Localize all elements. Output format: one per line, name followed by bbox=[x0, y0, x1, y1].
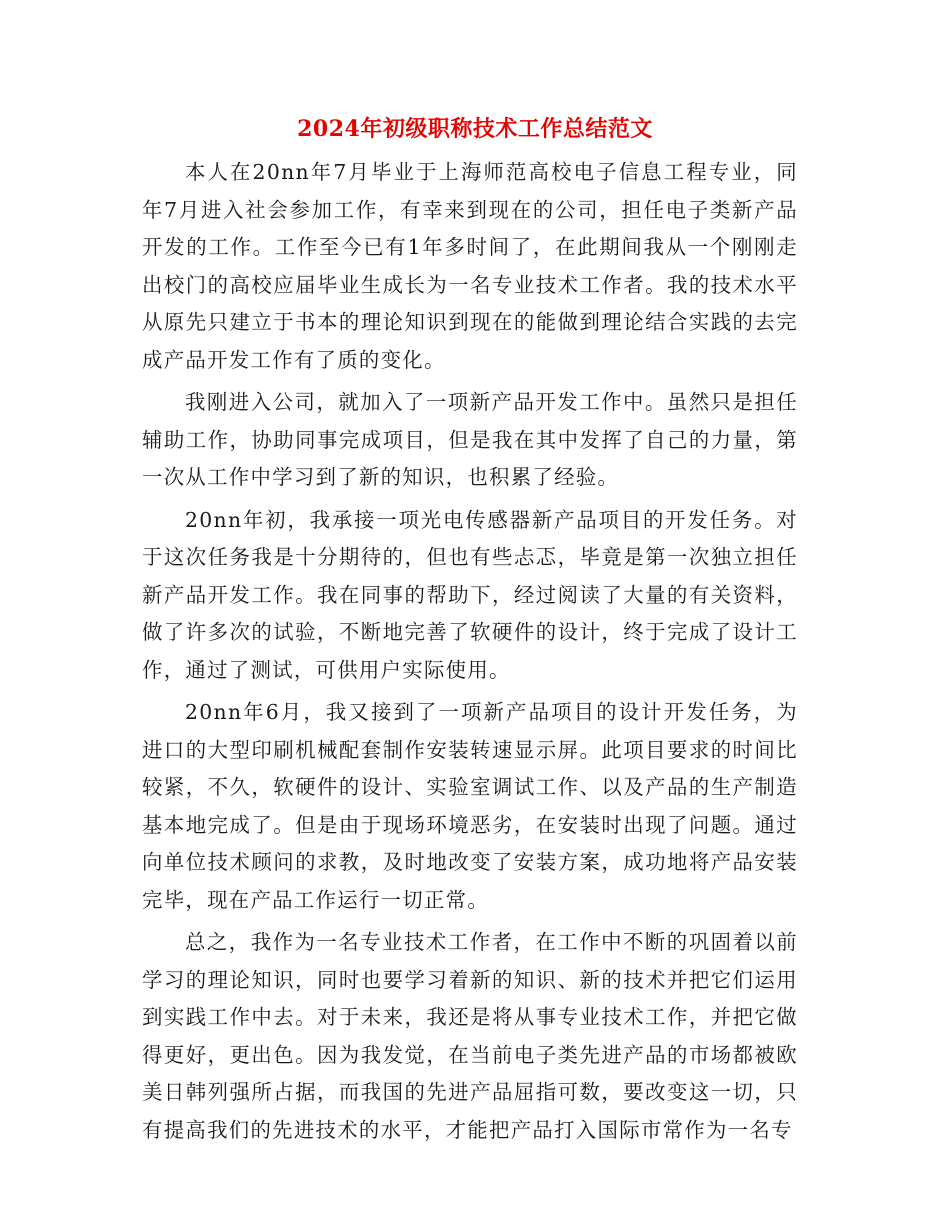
document-body bbox=[142, 154, 798, 1154]
paragraph-4: 20nn年6月，我又接到了一项新产品项目的设计开发任务，为进口的大型印刷机械配套制作安装转速显示屏。此项目要求的时间比较紧，不久，软硬件的设计、实验室调试工作、以及产品的生产制造基本地完成了。但是由于现场环境恶劣，在安装时出现了问题。通过向单位技术顾问的求教，及时地改变了安装方案，成功地将产品安装完毕，现在产品工作运行一切正常。 bbox=[142, 700, 798, 912]
paragraph-5: 总之，我作为一名专业技术工作者，在工作中不断的巩固着以前学习的理论知识，同时也要学习着新的知识、新的技术并把它们运用到实践工作中去。对于未来，我还是将从事专业技术工作，并把它做得更好，更出色。因为我发觉，在当前电子类先进产品的市场都被欧美日韩列强所占据，而我国的先进产品屈指可数，要改变这一切，只有提高我们的先进技术的水平，才能把产品打入国际市常作为一名专 bbox=[142, 930, 798, 1142]
paragraph-3: 20nn年初，我承接一项光电传感器新产品项目的开发任务。对于这次任务我是十分期待的，但也有些忐忑，毕竟是第一次独立担任新产品开发工作。我在同事的帮助下，经过阅读了大量的有关资料，做了许多次的试验，不断地完善了软硬件的设计，终于完成了设计工作，通过了测试，可供用户实际使用。 bbox=[142, 507, 798, 682]
paragraph-2: 我刚进入公司，就加入了一项新产品开发工作中。虽然只是担任辅助工作，协助同事完成项目，但是我在其中发挥了自己的力量，第一次从工作中学习到了新的知识，也积累了经验。 bbox=[142, 390, 798, 489]
paragraph-1: 本人在20nn年7月毕业于上海师范高校电子信息工程专业，同年7月进入社会参加工作，有幸来到现在的公司，担任电子类新产品开发的工作。工作至今已有1年多时间了，在此期间我从一个刚刚走出校门的高校应届毕业生成长为一名专业技术工作者。我的技术水平从原先只建立于书本的理论知识到现在的能做到理论结合实践的去完成产品开发工作有了质的变化。 bbox=[142, 160, 798, 372]
document-title: 2024年初级职称技术工作总结范文 bbox=[297, 116, 653, 142]
